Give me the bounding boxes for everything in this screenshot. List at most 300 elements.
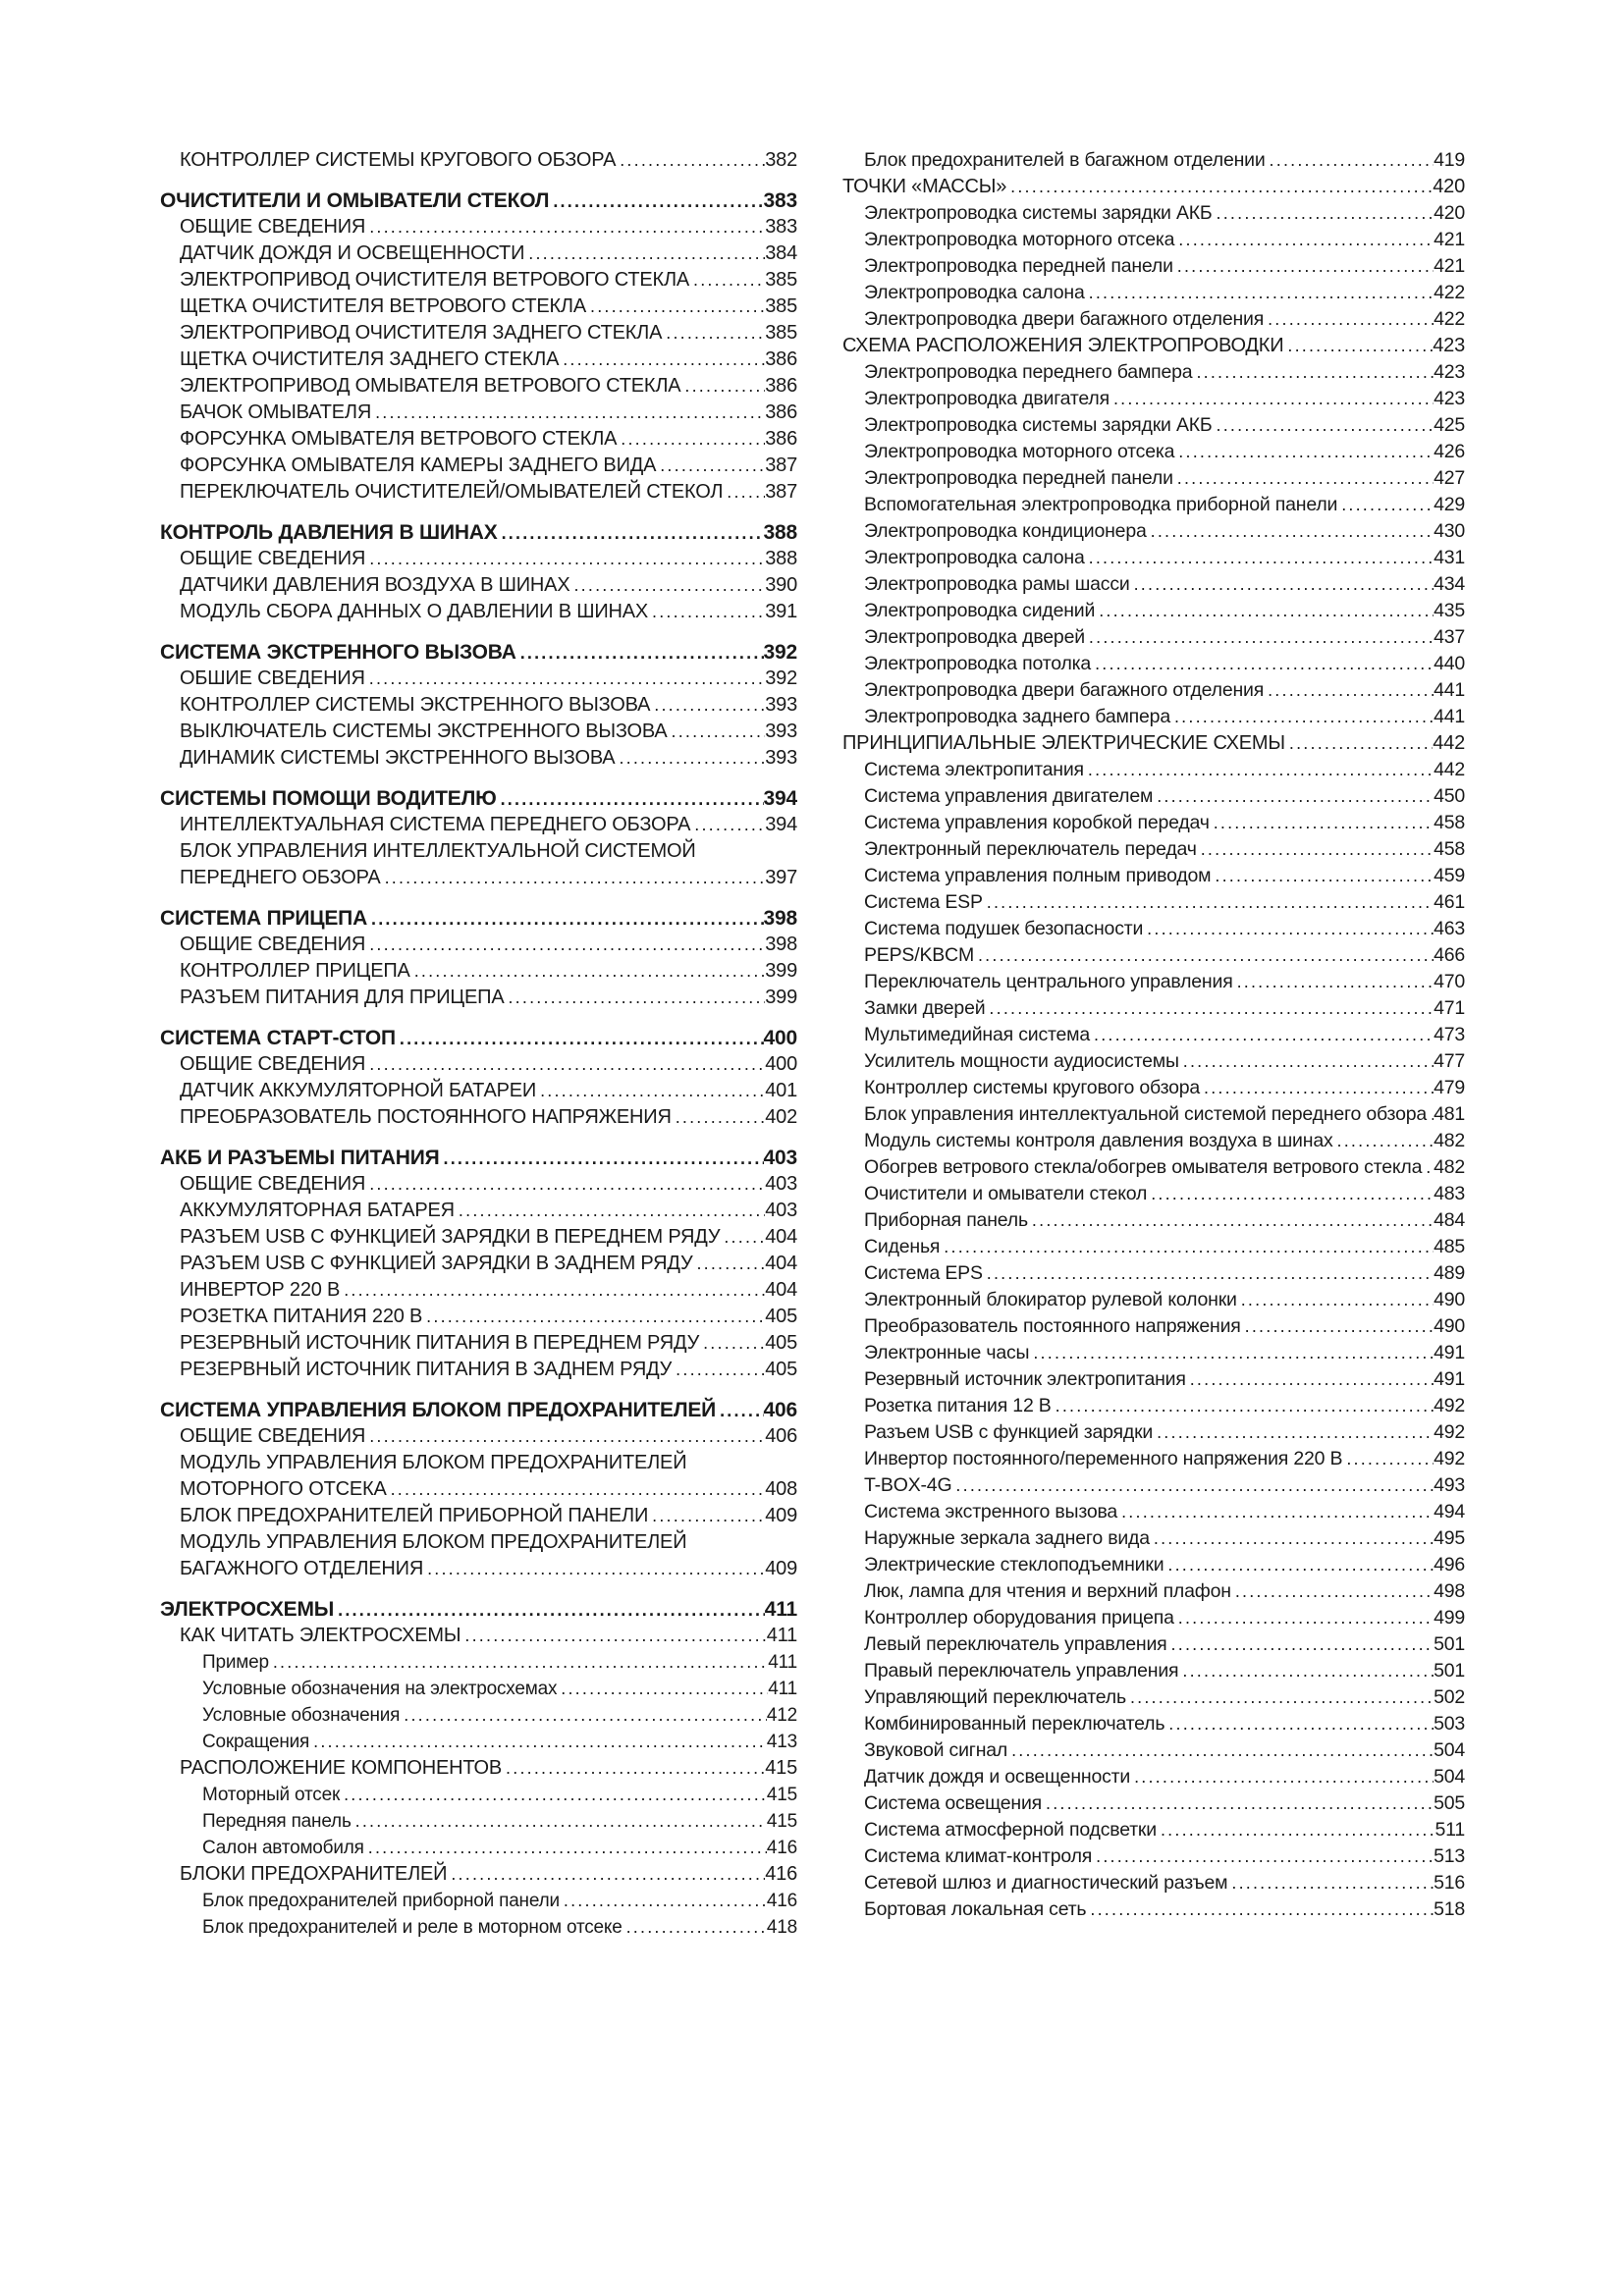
dot-leader	[1227, 1870, 1434, 1896]
toc-entry-page: 503	[1434, 1713, 1465, 1735]
dot-leader	[1153, 783, 1434, 810]
dot-leader	[1130, 571, 1434, 598]
toc-entry-page: 498	[1434, 1580, 1465, 1602]
toc-entry-label: МОДУЛЬ УПРАВЛЕНИЯ БЛОКОМ ПРЕДОХРАНИТЕЛЕЙ	[180, 1452, 687, 1473]
dot-leader	[720, 1224, 765, 1251]
toc-entry-label: Электропроводка двери багажного отделения	[864, 308, 1265, 330]
toc-entry-label: РЕЗЕРВНЫЙ ИСТОЧНИК ПИТАНИЯ В ПЕРЕДНЕМ РЯДУ	[180, 1332, 700, 1354]
toc-entry-page: 494	[1434, 1501, 1465, 1522]
dot-leader	[680, 373, 765, 400]
toc-entry	[842, 545, 1465, 571]
toc-entry	[842, 969, 1465, 995]
toc-entry-label: Система атмосферной подсветки	[864, 1819, 1157, 1841]
toc-entry	[160, 599, 797, 625]
dot-leader	[455, 1198, 765, 1224]
toc-entry-page: 382	[765, 149, 797, 171]
toc-entry	[842, 1578, 1465, 1605]
toc-entry	[160, 1171, 797, 1198]
toc-entry-page: 421	[1434, 229, 1465, 250]
toc-entry	[842, 1525, 1465, 1552]
toc-entry-label: СИСТЕМА ЭКСТРЕННОГО ВЫЗОВА	[160, 641, 516, 664]
toc-entry-label: Приборная панель	[864, 1209, 1028, 1231]
toc-entry-label: Электропроводка салона	[864, 547, 1085, 568]
toc-entry-label: Контроллер системы кругового обзора	[864, 1077, 1201, 1098]
toc-entry-page: 399	[765, 987, 797, 1008]
toc-entry-page: 386	[765, 375, 797, 397]
dot-leader	[1006, 174, 1433, 200]
toc-entry-label: РАЗЪЕМ ПИТАНИЯ ДЛЯ ПРИЦЕПА	[180, 987, 505, 1008]
dot-leader	[365, 546, 765, 572]
toc-entry-page: 400	[765, 1053, 797, 1075]
toc-entry	[842, 439, 1465, 465]
toc-entry	[842, 518, 1465, 545]
toc-entry	[160, 745, 797, 772]
toc-entry	[160, 1051, 797, 1078]
toc-entry-label: Электропроводка потолка	[864, 653, 1092, 674]
toc-entry	[160, 692, 797, 719]
dot-leader	[1174, 1605, 1434, 1631]
toc-entry-label: Система освещения	[864, 1792, 1043, 1814]
toc-entry-label: СИСТЕМА ПРИЦЕПА	[160, 907, 368, 930]
toc-entry	[842, 995, 1465, 1022]
toc-entry	[160, 1649, 797, 1676]
toc-entry	[842, 598, 1465, 624]
dot-leader	[1157, 1817, 1435, 1843]
toc-entry-page: 412	[766, 1705, 797, 1726]
toc-entry-label: БЛОК ПРЕДОХРАНИТЕЛЕЙ ПРИБОРНОЙ ПАНЕЛИ	[180, 1505, 649, 1526]
toc-entry-page: 394	[765, 814, 797, 835]
toc-entry-label: КОНТРОЛЛЕР СИСТЕМЫ КРУГОВОГО ОБЗОРА	[180, 149, 617, 171]
toc-entry	[160, 1914, 797, 1941]
toc-entry-page: 493	[1434, 1474, 1465, 1496]
toc-entry-page: 416	[765, 1863, 797, 1885]
dot-leader	[1342, 1446, 1434, 1472]
toc-entry-page: 418	[766, 1917, 797, 1938]
dot-leader	[1173, 253, 1434, 280]
toc-entry	[160, 932, 797, 958]
toc-entry	[160, 639, 797, 666]
dot-leader	[672, 1104, 766, 1131]
toc-entry-page: 450	[1434, 785, 1465, 807]
toc-entry-page: 504	[1434, 1739, 1465, 1761]
dot-leader	[951, 1472, 1434, 1499]
toc-entry	[842, 916, 1465, 942]
toc-entry-page: 383	[763, 189, 797, 212]
toc-entry	[842, 942, 1465, 969]
dot-leader	[1197, 836, 1434, 863]
dot-leader	[365, 666, 765, 692]
dot-leader	[340, 1782, 767, 1808]
toc-entry	[842, 147, 1465, 174]
toc-entry-page: 511	[1435, 1819, 1465, 1841]
dot-leader	[1150, 1525, 1434, 1552]
dot-leader	[1237, 1287, 1434, 1313]
toc-entry	[842, 810, 1465, 836]
toc-entry-page: 437	[1434, 626, 1465, 648]
toc-entry-label: Система ESP	[864, 891, 983, 913]
dot-leader	[662, 320, 765, 347]
dot-leader	[269, 1649, 768, 1676]
toc-entry-page: 406	[763, 1399, 797, 1421]
toc-entry	[842, 1790, 1465, 1817]
dot-leader	[1186, 1366, 1434, 1393]
toc-entry-label: Электронный блокиратор рулевой колонки	[864, 1289, 1237, 1310]
toc-entry	[160, 1025, 797, 1051]
toc-entry	[842, 836, 1465, 863]
toc-entry-label: КОНТРОЛЛЕР ПРИЦЕПА	[180, 960, 410, 982]
toc-entry	[160, 666, 797, 692]
toc-entry-page: 390	[765, 574, 797, 596]
toc-entry	[160, 347, 797, 373]
toc-entry	[842, 1843, 1465, 1870]
toc-entry-page: 513	[1434, 1845, 1465, 1867]
dot-leader	[1007, 1737, 1434, 1764]
toc-entry-label: PEPS/KBCM	[864, 944, 974, 966]
dot-leader	[1085, 624, 1434, 651]
toc-entry-label: АКБ И РАЗЪЕМЫ ПИТАНИЯ	[160, 1147, 440, 1169]
toc-entry-label: Резервный источник электропитания	[864, 1368, 1186, 1390]
toc-entry	[160, 1529, 797, 1556]
toc-entry-page: 429	[1434, 494, 1465, 515]
dot-leader	[447, 1861, 765, 1888]
dot-leader	[502, 1755, 765, 1782]
toc-entry-page: 492	[1434, 1448, 1465, 1469]
toc-entry	[842, 1419, 1465, 1446]
toc-entry-page: 409	[765, 1505, 797, 1526]
toc-entry-page: 423	[1433, 335, 1465, 356]
toc-entry-page: 416	[766, 1891, 797, 1911]
dot-leader	[983, 889, 1434, 916]
dot-leader	[983, 1260, 1434, 1287]
toc-entry-page: 391	[765, 601, 797, 622]
toc-entry-page: 393	[765, 721, 797, 742]
toc-entry-label: Переключатель центрального управления	[864, 971, 1233, 992]
dot-leader	[1174, 227, 1434, 253]
toc-entry-label: Электропроводка передней панели	[864, 467, 1173, 489]
dot-leader	[1167, 1631, 1435, 1658]
toc-entry-page: 388	[763, 521, 797, 544]
toc-entry-label: Система экстренного вызова	[864, 1501, 1118, 1522]
toc-entry-page: 435	[1434, 600, 1465, 621]
dot-leader	[1233, 969, 1435, 995]
dot-leader	[668, 719, 766, 745]
dot-leader	[615, 745, 765, 772]
toc-entry	[160, 147, 797, 174]
toc-entry	[160, 812, 797, 838]
toc-entry-label: Система климат-контроля	[864, 1845, 1093, 1867]
toc-entry	[842, 863, 1465, 889]
dot-leader	[536, 1078, 765, 1104]
toc-entry	[160, 1835, 797, 1861]
toc-entry	[842, 1737, 1465, 1764]
toc-entry	[160, 985, 797, 1011]
toc-entry	[160, 1198, 797, 1224]
toc-entry-page: 482	[1434, 1156, 1465, 1178]
dot-leader	[1095, 598, 1434, 624]
toc-entry-label: СИСТЕМЫ ПОМОЩИ ВОДИТЕЛЮ	[160, 787, 497, 810]
toc-entry-page: 495	[1434, 1527, 1465, 1549]
toc-entry-label: Наружные зеркала заднего вида	[864, 1527, 1150, 1549]
dot-leader	[1090, 1022, 1434, 1048]
toc-entry-label: Пример	[202, 1652, 269, 1673]
toc-entry-label: Блок предохранителей в багажном отделении	[864, 149, 1266, 171]
dot-leader	[1333, 1128, 1435, 1154]
dot-leader	[371, 400, 765, 426]
toc-entry-label: РЕЗЕРВНЫЙ ИСТОЧНИК ПИТАНИЯ В ЗАДНЕМ РЯДУ	[180, 1359, 673, 1380]
toc-entry-page: 386	[765, 428, 797, 450]
toc-entry-label: Электропроводка салона	[864, 282, 1085, 303]
toc-entry	[842, 386, 1465, 412]
toc-entry-label: ОБЩИЕ СВЕДЕНИЯ	[180, 1053, 366, 1075]
toc-entry	[842, 280, 1465, 306]
toc-entry-label: Блок предохранителей и реле в моторном отсеке	[202, 1917, 623, 1938]
dot-leader	[940, 1234, 1434, 1260]
toc-entry	[160, 1861, 797, 1888]
toc-entry	[842, 1207, 1465, 1234]
toc-entry	[160, 1755, 797, 1782]
dot-leader	[1211, 863, 1434, 889]
toc-entry-page: 399	[765, 960, 797, 982]
toc-entry-page: 473	[1434, 1024, 1465, 1045]
toc-entry-page: 426	[1434, 441, 1465, 462]
dot-leader	[1028, 1207, 1434, 1234]
toc-entry-label: ДАТЧИК ДОЖДЯ И ОСВЕЩЕННОСТИ	[180, 242, 525, 264]
toc-entry-label: БЛОКИ ПРЕДОХРАНИТЕЛЕЙ	[180, 1863, 448, 1885]
toc-entry	[160, 1330, 797, 1357]
toc-entry	[842, 465, 1465, 492]
toc-left-column	[160, 147, 797, 1941]
toc-entry-page: 430	[1434, 520, 1465, 542]
dot-leader	[365, 1171, 765, 1198]
dot-leader	[422, 1304, 765, 1330]
toc-entry-page: 403	[765, 1173, 797, 1195]
toc-entry-label: Электропроводка передней панели	[864, 255, 1173, 277]
toc-entry	[842, 359, 1465, 386]
toc-entry	[160, 426, 797, 453]
toc-entry-page: 403	[765, 1200, 797, 1221]
toc-entry	[842, 1260, 1465, 1287]
toc-entry-page: 422	[1434, 308, 1465, 330]
toc-entry-label: Система управления двигателем	[864, 785, 1154, 807]
toc-entry-page: 415	[766, 1785, 797, 1805]
dot-leader	[1200, 1075, 1434, 1101]
toc-entry-label: Электронный переключатель передач	[864, 838, 1197, 860]
toc-entry	[842, 1605, 1465, 1631]
toc-entry	[842, 651, 1465, 677]
dot-leader	[1086, 1896, 1434, 1923]
toc-entry-page: 403	[763, 1147, 797, 1169]
toc-entry-page: 388	[765, 548, 797, 569]
toc-entry-label: Усилитель мощности аудиосистемы	[864, 1050, 1179, 1072]
toc-entry	[160, 785, 797, 812]
toc-entry-page: 413	[766, 1732, 797, 1752]
toc-entry-label: Звуковой сигнал	[864, 1739, 1008, 1761]
toc-entry-label: Блок управления интеллектуальной системой переднего обзора	[864, 1103, 1428, 1125]
toc-entry	[160, 572, 797, 599]
toc-entry-page: 404	[765, 1279, 797, 1301]
toc-entry	[842, 1552, 1465, 1578]
toc-entry-page: 459	[1434, 865, 1465, 886]
dot-leader	[1164, 1552, 1434, 1578]
toc-entry-label: Сокращения	[202, 1732, 310, 1752]
dot-leader	[1170, 704, 1434, 730]
toc-entry-label: Электропроводка двери багажного отделения	[864, 679, 1265, 701]
toc-entry-label: ДИНАМИК СИСТЕМЫ ЭКСТРЕННОГО ВЫЗОВА	[180, 747, 616, 769]
toc-entry-label: Условные обозначения на электросхемах	[202, 1679, 558, 1699]
toc-entry-page: 423	[1434, 361, 1465, 383]
toc-entry-page: 400	[763, 1027, 797, 1049]
toc-entry-page: 489	[1434, 1262, 1465, 1284]
toc-entry-label: ЩЕТКА ОЧИСТИТЕЛЯ ВЕТРОВОГО СТЕКЛА	[180, 295, 586, 317]
toc-entry-page: 409	[765, 1558, 797, 1579]
toc-entry-label: РАЗЪЕМ USB С ФУНКЦИЕЙ ЗАРЯДКИ В ПЕРЕДНЕМ РЯДУ	[180, 1226, 721, 1248]
toc-entry	[160, 1397, 797, 1423]
toc-entry-page: 466	[1434, 944, 1465, 966]
toc-entry	[842, 1393, 1465, 1419]
toc-entry	[842, 200, 1465, 227]
toc-entry	[160, 1476, 797, 1503]
toc-entry-page: 393	[765, 747, 797, 769]
toc-entry	[160, 905, 797, 932]
toc-entry-page: 392	[763, 641, 797, 664]
toc-entry	[842, 1181, 1465, 1207]
toc-entry-label: ФОРСУНКА ОМЫВАТЕЛЯ ВЕТРОВОГО СТЕКЛА	[180, 428, 618, 450]
toc-entry	[842, 333, 1465, 359]
dot-leader	[352, 1808, 767, 1835]
dot-leader	[1153, 1419, 1434, 1446]
toc-entry-page: 411	[766, 1625, 797, 1646]
dot-leader	[396, 1026, 764, 1051]
toc-entry-label: КОНТРОЛЛЕР СИСТЕМЫ ЭКСТРЕННОГО ВЫЗОВА	[180, 694, 651, 716]
toc-entry	[842, 227, 1465, 253]
dot-leader	[557, 1676, 768, 1702]
toc-entry	[160, 400, 797, 426]
toc-entry-label: МОТОРНОГО ОТСЕКА	[180, 1478, 387, 1500]
dot-leader	[560, 1888, 767, 1914]
toc-entry-label: Электрические стеклоподъемники	[864, 1554, 1164, 1575]
toc-entry	[160, 187, 797, 214]
toc-entry-label: Блок предохранителей приборной панели	[202, 1891, 560, 1911]
toc-entry-label: Электронные часы	[864, 1342, 1030, 1363]
toc-entry-label: РАЗЪЕМ USB С ФУНКЦИЕЙ ЗАРЯДКИ В ЗАДНЕМ РЯДУ	[180, 1253, 693, 1274]
toc-entry-label: Система EPS	[864, 1262, 983, 1284]
dot-leader	[656, 453, 765, 479]
toc-entry-label: Сетевой шлюз и диагностический разъем	[864, 1872, 1228, 1894]
toc-entry-label: Очистители и омыватели стекол	[864, 1183, 1148, 1204]
toc-entry-label: Электропроводка системы зарядки АКБ	[864, 414, 1213, 436]
toc-entry	[160, 1623, 797, 1649]
toc-entry-page: 471	[1434, 997, 1465, 1019]
toc-entry	[842, 704, 1465, 730]
toc-entry-page: 404	[765, 1226, 797, 1248]
toc-entry	[160, 1145, 797, 1171]
toc-entry	[842, 1075, 1465, 1101]
dot-leader	[1091, 651, 1434, 677]
toc-entry-label: ОБЩИЕ СВЕДЕНИЯ	[180, 1173, 366, 1195]
dot-leader	[1264, 677, 1434, 704]
dot-leader	[549, 188, 763, 214]
toc-entry-label: Система электропитания	[864, 759, 1084, 780]
dot-leader	[498, 520, 764, 546]
toc-entry-label: Электропроводка моторного отсека	[864, 441, 1175, 462]
toc-entry	[842, 1234, 1465, 1260]
toc-entry	[160, 1888, 797, 1914]
toc-entry	[160, 1782, 797, 1808]
toc-entry-page: 398	[765, 934, 797, 955]
toc-entry-label: Обогрев ветрового стекла/обогрев омывателя ветрового стекла	[864, 1156, 1423, 1178]
dot-leader	[617, 426, 765, 453]
toc-entry-page: 516	[1434, 1872, 1465, 1894]
dot-leader	[648, 1503, 765, 1529]
dot-leader	[672, 1357, 765, 1383]
dot-leader	[1192, 359, 1434, 386]
dot-leader	[340, 1277, 765, 1304]
toc-entry	[160, 240, 797, 267]
toc-entry-page: 385	[765, 295, 797, 317]
toc-entry-page: 415	[765, 1757, 797, 1779]
toc-entry-label: Бортовая локальная сеть	[864, 1898, 1087, 1920]
toc-entry-page: 411	[768, 1679, 797, 1699]
dot-leader	[460, 1623, 766, 1649]
toc-entry	[160, 1277, 797, 1304]
dot-leader	[423, 1556, 765, 1582]
toc-entry-page: 481	[1434, 1103, 1465, 1125]
toc-entry-label: Мультимедийная система	[864, 1024, 1090, 1045]
dot-leader	[1213, 200, 1435, 227]
toc-entry-page: 485	[1434, 1236, 1465, 1257]
toc-entry	[842, 677, 1465, 704]
toc-entry-page: 392	[765, 667, 797, 689]
toc-entry-page: 479	[1434, 1077, 1465, 1098]
dot-leader	[1084, 757, 1434, 783]
toc-entry-label: БЛОК УПРАВЛЕНИЯ ИНТЕЛЛЕКТУАЛЬНОЙ СИСТЕМОЙ	[180, 840, 696, 862]
dot-leader	[1210, 810, 1434, 836]
toc-entry-page: 496	[1434, 1554, 1465, 1575]
toc-entry	[160, 1729, 797, 1755]
toc-entry-page: 442	[1434, 759, 1465, 780]
toc-entry-page: 387	[765, 481, 797, 503]
toc-entry-page: 422	[1434, 282, 1465, 303]
toc-entry-page: 385	[765, 269, 797, 291]
toc-entry-page: 492	[1434, 1395, 1465, 1416]
toc-entry-label: ОБЩИЕ СВЕДЕНИЯ	[180, 216, 366, 238]
toc-entry-page: 411	[768, 1652, 797, 1673]
toc-entry	[160, 479, 797, 506]
toc-entry-page: 420	[1433, 176, 1465, 197]
toc-entry-page: 441	[1434, 706, 1465, 727]
toc-entry-label: Электропроводка рамы шасси	[864, 573, 1130, 595]
toc-entry	[160, 1357, 797, 1383]
toc-entry-page: 490	[1434, 1289, 1465, 1310]
toc-entry-label: Электропроводка кондиционера	[864, 520, 1147, 542]
dot-leader	[1178, 1658, 1434, 1684]
toc-entry	[842, 1817, 1465, 1843]
toc-entry	[842, 1287, 1465, 1313]
toc-entry-label: Правый переключатель управления	[864, 1660, 1179, 1682]
dot-leader	[365, 932, 765, 958]
toc-entry-page: 405	[765, 1332, 797, 1354]
toc-entry-label: Левый переключатель управления	[864, 1633, 1167, 1655]
toc-entry-page: 461	[1434, 891, 1465, 913]
dot-leader	[400, 1702, 767, 1729]
toc-entry	[160, 865, 797, 891]
toc-entry-page: 406	[765, 1425, 797, 1447]
toc-entry	[160, 453, 797, 479]
toc-entry	[842, 1022, 1465, 1048]
dot-leader	[334, 1597, 765, 1623]
dot-leader	[410, 958, 766, 985]
toc-entry	[842, 1340, 1465, 1366]
